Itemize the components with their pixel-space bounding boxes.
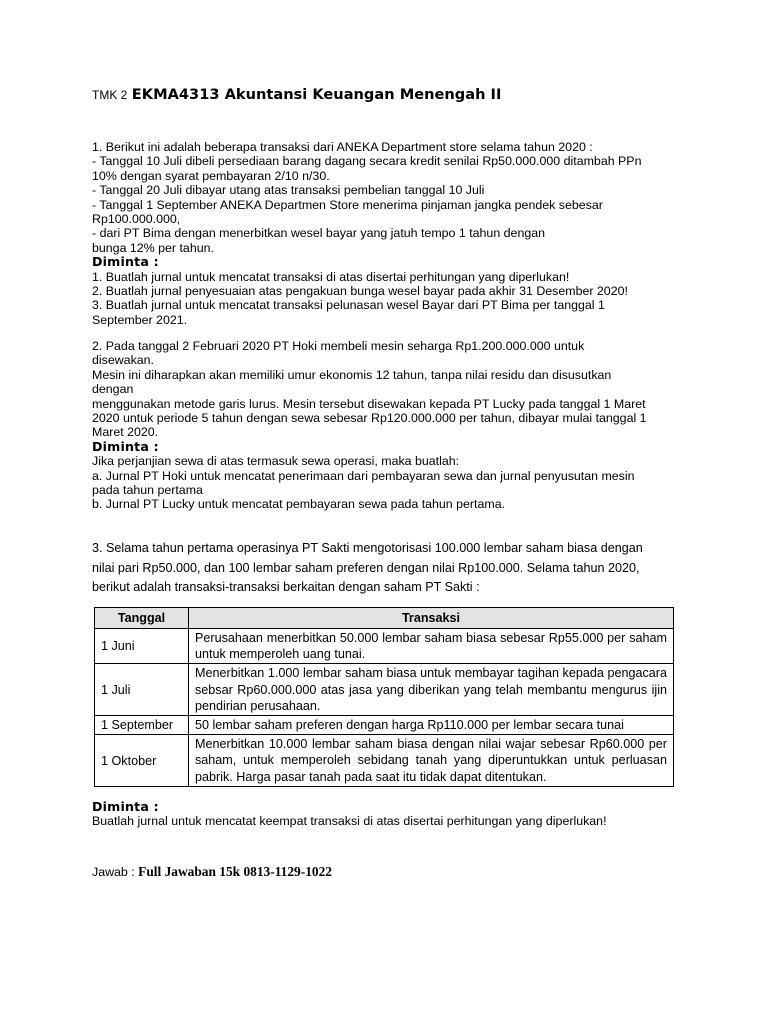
transactions-table: [94, 607, 674, 787]
answer-line: [92, 864, 332, 880]
q1-line: 1. Berikut ini adalah beberapa transaksi dari ANEKA Department store selama tahun 2020 :: [92, 140, 593, 154]
row-date: 1 Juli: [95, 664, 189, 716]
q2-line: menggunakan metode garis lurus. Mesin tersebut disewakan kepada PT Lucky pada tanggal 1 Maret: [92, 396, 646, 411]
q1-line: 10% dengan syarat pembayaran 2/10 n/30.: [92, 168, 330, 183]
q1-task: September 2021.: [92, 312, 188, 327]
header-tanggal: Tanggal: [95, 608, 189, 629]
q3-task: Buatlah jurnal untuk mencatat keempat transaksi di atas disertai perhitungan yang diperlukan!: [92, 814, 607, 829]
answer-label: Jawab :: [92, 865, 139, 879]
question-2: [92, 339, 682, 512]
table-row: [95, 735, 674, 787]
header-transaksi: Transaksi: [189, 608, 674, 629]
table-row: [95, 716, 674, 735]
q3-diminta-label: Diminta :: [92, 799, 159, 814]
q1-line: bunga 12% per tahun.: [92, 240, 214, 255]
q1-line: - dari PT Bima dengan menerbitkan wesel bayar yang jatuh tempo 1 tahun dengan: [92, 226, 546, 241]
question-1: [92, 140, 682, 327]
q2-task: pada tahun pertama: [92, 483, 203, 498]
q3-line: nilai pari Rp50.000, dan 100 lembar saham preferen dengan nilai Rp100.000. Selama tahun 2020,: [92, 560, 640, 575]
row-date: 1 September: [95, 716, 189, 735]
q1-diminta-label: Diminta :: [92, 254, 159, 270]
row-description: Menerbitkan 1.000 lembar saham biasa untuk membayar tagihan kepada pengacara sebsar Rp60.000.000 atas jasa yang diberikan yang telah membantu mengurus ijin pendirian perusahaan.: [189, 664, 674, 716]
q2-task: a. Jurnal PT Hoki untuk mencatat penerimaan dari pembayaran sewa dan jurnal penyusutan mesin: [92, 468, 635, 483]
row-date: 1 Oktober: [95, 735, 189, 787]
table-row: [95, 629, 674, 664]
answer-text: Full Jawaban 15k 0813-1129-1022: [138, 864, 332, 879]
row-description: Menerbitkan 10.000 lembar saham biasa dengan nilai wajar sebesar Rp60.000 per saham, untuk memperoleh sebidang tanah yang diperuntukkan untuk perluasan pabrik. Harga pasar tanah pada saat itu tidak dapat ditentukan.: [189, 735, 674, 787]
question-3-task: [92, 800, 682, 829]
q1-line: - Tanggal 1 September ANEKA Departmen Store menerima pinjaman jangka pendek sebesar: [92, 197, 603, 212]
row-description: Perusahaan menerbitkan 50.000 lembar saham biasa sebesar Rp55.000 per saham untuk memperoleh uang tunai.: [189, 629, 674, 664]
course-title: EKMA4313 Akuntansi Keuangan Menengah II: [131, 86, 502, 103]
q1-line: Rp100.000.000,: [92, 212, 181, 227]
q3-line: 3. Selama tahun pertama operasinya PT Sakti mengotorisasi 100.000 lembar saham biasa dengan: [92, 541, 643, 555]
q1-line: - Tanggal 10 Juli dibeli persediaan barang dagang secara kredit senilai Rp50.000.000 ditambah PPn: [92, 154, 642, 169]
q2-line: Maret 2020.: [92, 425, 159, 440]
q2-diminta-label: Diminta :: [92, 438, 159, 454]
q2-task: Jika perjanjian sewa di atas termasuk sewa operasi, maka buatlah:: [92, 454, 460, 469]
q2-line: 2. Pada tanggal 2 Februari 2020 PT Hoki membeli mesin seharga Rp1.200.000.000 untuk: [92, 339, 585, 353]
q3-line: berikut adalah transaksi-transaksi berkaitan dengan saham PT Sakti :: [92, 580, 480, 594]
q1-task: 3. Buatlah jurnal untuk mencatat transaksi pelunasan wesel Bayar dari PT Bima per tanggal 1: [92, 298, 605, 313]
row-description: 50 lembar saham preferen dengan harga Rp110.000 per lembar secara tunai: [189, 716, 674, 735]
q2-line: dengan: [92, 382, 134, 397]
document-title: [92, 86, 501, 104]
q2-line: disewakan.: [92, 353, 154, 368]
q1-task: 2. Buatlah jurnal penyesuaian atas pengakuan bunga wesel bayar pada akhir 31 Desember 2020!: [92, 284, 628, 299]
question-3: [92, 539, 682, 598]
q2-line: 2020 untuk periode 5 tahun dengan sewa sebesar Rp120.000.000 per tahun, dibayar mulai tanggal 1: [92, 411, 647, 426]
table-row: [95, 664, 674, 716]
q2-task: b. Jurnal PT Lucky untuk mencatat pembayaran sewa pada tahun pertama.: [92, 497, 506, 512]
q1-task: 1. Buatlah jurnal untuk mencatat transaksi di atas disertai perhitungan yang diperlukan!: [92, 269, 570, 284]
course-prefix: TMK 2: [92, 88, 128, 102]
q1-line: - Tanggal 20 Juli dibayar utang atas transaksi pembelian tanggal 10 Juli: [92, 183, 485, 198]
table-header-row: [95, 608, 674, 629]
q2-line: Mesin ini diharapkan akan memiliki umur ekonomis 12 tahun, tanpa nilai residu dan disusutkan: [92, 367, 612, 382]
row-date: 1 Juni: [95, 629, 189, 664]
